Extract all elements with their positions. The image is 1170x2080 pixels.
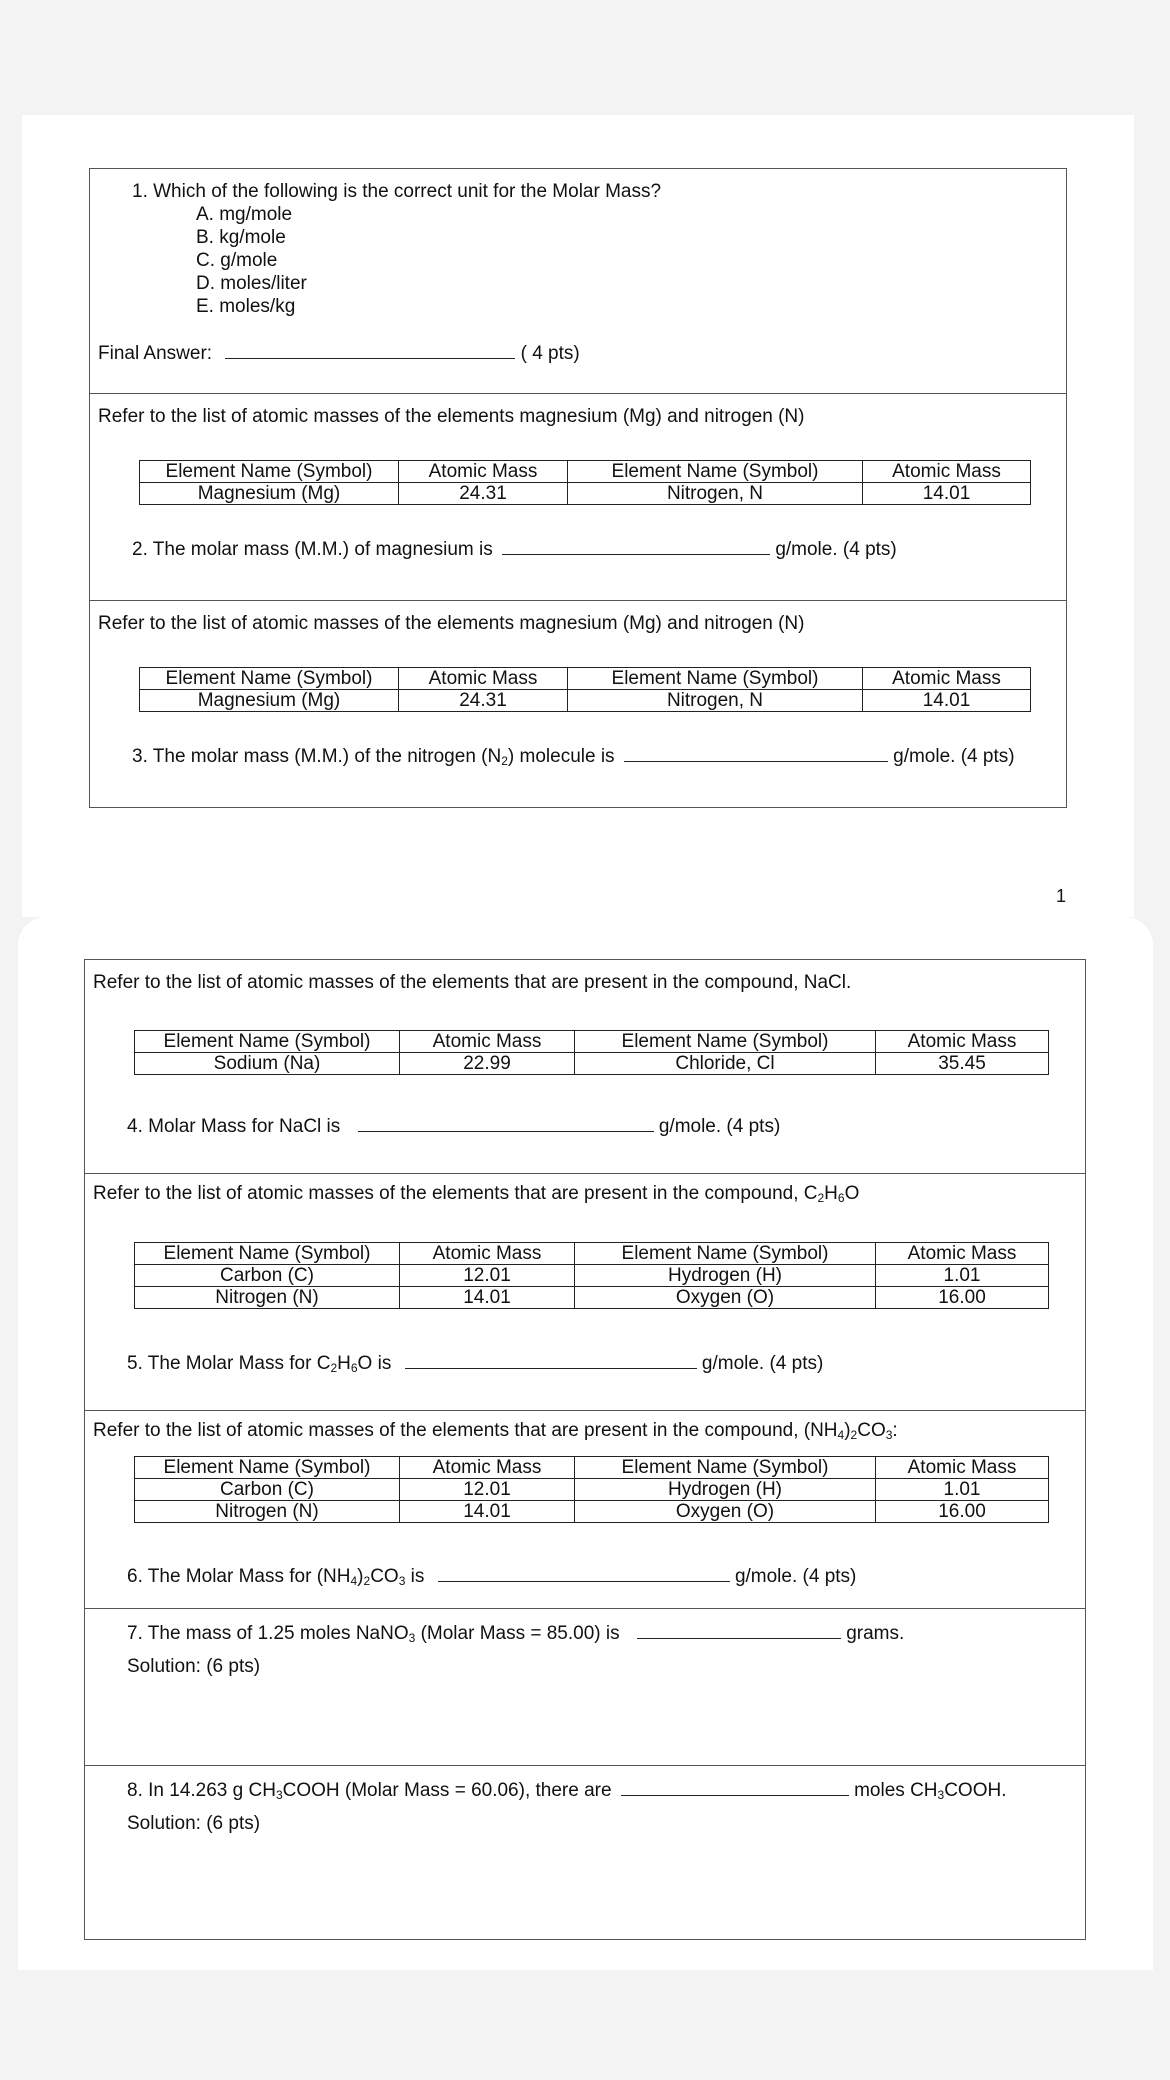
ammonium-prompt-text: Refer to the list of atomic masses of the elements that are present in the compound, (NH: [93, 1420, 838, 1441]
formula-sub: 2: [330, 1361, 338, 1375]
table-cell: 14.01: [863, 483, 1031, 505]
table-header-row: [135, 1457, 1049, 1479]
header-cell: Atomic Mass: [399, 668, 568, 690]
question-5-text: 5. The Molar Mass for C: [127, 1353, 331, 1374]
table-row: [135, 1501, 1049, 1523]
table-cell: Oxygen (O): [575, 1287, 876, 1309]
header-cell: Atomic Mass: [876, 1243, 1049, 1265]
question-2-line: [132, 538, 897, 561]
nacl-prompt: Refer to the list of atomic masses of the elements that are present in the compound, NaCl.: [93, 972, 852, 993]
question-6-blank[interactable]: [438, 1565, 730, 1582]
formula-sub: 3: [885, 1428, 893, 1442]
table-cell: 1.01: [876, 1265, 1049, 1287]
ammonium-prompt: [93, 1420, 898, 1442]
question-8-suffix-end: COOH.: [944, 1780, 1007, 1801]
formula-part: ): [357, 1566, 364, 1587]
table-cell: 14.01: [400, 1501, 575, 1523]
question-2-blank[interactable]: [502, 538, 770, 555]
header-cell: Atomic Mass: [863, 461, 1031, 483]
question-6-section: [85, 1410, 1085, 1608]
question-6-text: 6. The Molar Mass for (NH: [127, 1566, 351, 1587]
option-e: E. moles/kg: [196, 296, 296, 317]
option-b: B. kg/mole: [196, 227, 286, 248]
question-8-solution-label: Solution: (6 pts): [127, 1813, 261, 1834]
question-7-text-after: (Molar Mass = 85.00) is: [415, 1623, 620, 1644]
question-3-suffix: g/mole. (4 pts): [893, 746, 1015, 767]
formula-part: H: [337, 1353, 351, 1374]
final-answer-line: [98, 342, 580, 365]
formula-sub: 3: [937, 1788, 945, 1802]
question-8-suffix: moles CH: [854, 1780, 938, 1801]
header-cell: Element Name (Symbol): [135, 1243, 400, 1265]
table-cell: 24.31: [399, 483, 568, 505]
table-cell: Chloride, Cl: [575, 1053, 876, 1075]
table-cell: Magnesium (Mg): [140, 483, 399, 505]
table-header-row: [140, 668, 1031, 690]
final-answer-points: ( 4 pts): [520, 343, 580, 364]
question-2-section: [90, 393, 1066, 600]
table-row: [140, 690, 1031, 712]
formula-part: CO: [370, 1566, 399, 1587]
header-cell: Atomic Mass: [400, 1243, 575, 1265]
mg-n-prompt: Refer to the list of atomic masses of the elements magnesium (Mg) and nitrogen (N): [98, 406, 805, 427]
mg-n-prompt-repeat: Refer to the list of atomic masses of the elements magnesium (Mg) and nitrogen (N): [98, 613, 805, 634]
table-row: [135, 1479, 1049, 1501]
question-6-suffix: g/mole. (4 pts): [734, 1566, 857, 1587]
question-4-suffix: g/mole. (4 pts): [658, 1116, 781, 1137]
header-cell: Element Name (Symbol): [140, 461, 399, 483]
table-row: [140, 483, 1031, 505]
question-1-section: [90, 169, 1066, 393]
question-6-line: [127, 1565, 856, 1588]
table-cell: 1.01: [876, 1479, 1049, 1501]
table-cell: Magnesium (Mg): [140, 690, 399, 712]
formula-part: O: [844, 1183, 860, 1204]
question-3-sub: 2: [501, 754, 508, 768]
header-cell: Atomic Mass: [400, 1457, 575, 1479]
question-8-text-mid: COOH (Molar Mass = 60.06), there are: [282, 1780, 612, 1801]
ammonium-mass-table: [134, 1456, 1049, 1523]
formula-sub: 3: [398, 1574, 406, 1588]
header-cell: Element Name (Symbol): [575, 1457, 876, 1479]
question-1-text: 1. Which of the following is the correct unit for the Molar Mass?: [132, 181, 662, 202]
table-row: [135, 1287, 1049, 1309]
ethanol-prompt-text: Refer to the list of atomic masses of the elements that are present in the compound, C: [93, 1183, 818, 1204]
final-answer-label: Final Answer:: [98, 343, 213, 364]
formula-sub: 4: [837, 1428, 845, 1442]
table-cell: 12.01: [400, 1265, 575, 1287]
table-cell: 16.00: [876, 1287, 1049, 1309]
question-3-text-before: 3. The molar mass (M.M.) of the nitrogen (N: [132, 746, 502, 767]
question-8-blank[interactable]: [621, 1779, 849, 1796]
table-cell: Carbon (C): [135, 1265, 400, 1287]
header-cell: Atomic Mass: [399, 461, 568, 483]
question-7-solution-label: Solution: (6 pts): [127, 1656, 261, 1677]
question-8-line: [127, 1779, 1006, 1802]
question-5-suffix: g/mole. (4 pts): [701, 1353, 824, 1374]
header-cell: Atomic Mass: [400, 1031, 575, 1053]
question-7-line: [127, 1622, 904, 1645]
ethanol-prompt: [93, 1183, 859, 1205]
table-cell: Sodium (Na): [135, 1053, 400, 1075]
header-cell: Atomic Mass: [863, 668, 1031, 690]
worksheet-page-2: [18, 917, 1153, 1970]
header-cell: Element Name (Symbol): [135, 1457, 400, 1479]
header-cell: Element Name (Symbol): [568, 461, 863, 483]
final-answer-blank[interactable]: [225, 342, 515, 359]
formula-sub: 2: [850, 1428, 858, 1442]
table-cell: 14.01: [400, 1287, 575, 1309]
formula-part: O is: [357, 1353, 392, 1374]
table-header-row: [135, 1243, 1049, 1265]
formula-sub: 2: [363, 1574, 371, 1588]
header-cell: Atomic Mass: [876, 1031, 1049, 1053]
option-c: C. g/mole: [196, 250, 278, 271]
question-7-blank[interactable]: [637, 1622, 841, 1639]
header-cell: Element Name (Symbol): [575, 1243, 876, 1265]
formula-sub: 2: [817, 1191, 825, 1205]
header-cell: Element Name (Symbol): [568, 668, 863, 690]
questions-box-2: [84, 959, 1086, 1940]
table-cell: 16.00: [876, 1501, 1049, 1523]
question-4-section: [85, 960, 1085, 1173]
table-cell: Nitrogen (N): [135, 1287, 400, 1309]
option-a: A. mg/mole: [196, 204, 293, 225]
table-cell: Nitrogen (N): [135, 1501, 400, 1523]
question-4-blank[interactable]: [358, 1115, 654, 1132]
table-cell: 22.99: [400, 1053, 575, 1075]
header-cell: Element Name (Symbol): [140, 668, 399, 690]
table-row: [135, 1053, 1049, 1075]
worksheet-page-1: [22, 115, 1134, 917]
question-8-section: [85, 1765, 1085, 1938]
mg-n-mass-table-repeat: [139, 667, 1031, 712]
table-header-row: [140, 461, 1031, 483]
question-4-line: [127, 1115, 780, 1138]
questions-box-1: [89, 168, 1067, 808]
formula-part: is: [405, 1566, 425, 1587]
question-8-text-before: 8. In 14.263 g CH: [127, 1780, 276, 1801]
question-5-section: [85, 1173, 1085, 1410]
formula-part: H: [824, 1183, 838, 1204]
table-header-row: [135, 1031, 1049, 1053]
table-cell: Carbon (C): [135, 1479, 400, 1501]
question-3-section: [90, 600, 1066, 807]
question-3-line: [132, 745, 1015, 768]
table-cell: Oxygen (O): [575, 1501, 876, 1523]
formula-sub: 3: [408, 1631, 416, 1645]
question-5-line: [127, 1352, 823, 1375]
header-cell: Element Name (Symbol): [575, 1031, 876, 1053]
table-row: [135, 1265, 1049, 1287]
formula-sub: 6: [350, 1361, 358, 1375]
question-7-section: [85, 1608, 1085, 1765]
table-cell: Nitrogen, N: [568, 690, 863, 712]
question-4-text: 4. Molar Mass for NaCl is: [127, 1116, 341, 1137]
table-cell: 35.45: [876, 1053, 1049, 1075]
question-3-text-after: ) molecule is: [507, 746, 615, 767]
option-d: D. moles/liter: [196, 273, 307, 294]
question-7-suffix: grams.: [846, 1623, 905, 1644]
ethanol-mass-table: [134, 1242, 1049, 1309]
table-cell: Hydrogen (H): [575, 1479, 876, 1501]
formula-part: CO: [857, 1420, 886, 1441]
page-number: 1: [1056, 886, 1067, 906]
formula-sub: 4: [350, 1574, 358, 1588]
table-cell: 24.31: [399, 690, 568, 712]
table-cell: 12.01: [400, 1479, 575, 1501]
header-cell: Element Name (Symbol): [135, 1031, 400, 1053]
formula-sub: 3: [275, 1788, 283, 1802]
header-cell: Atomic Mass: [876, 1457, 1049, 1479]
nacl-mass-table: [134, 1030, 1049, 1075]
mg-n-mass-table: [139, 460, 1031, 505]
question-2-text: 2. The molar mass (M.M.) of magnesium is: [132, 539, 493, 560]
formula-sub: 6: [837, 1191, 845, 1205]
formula-part: :: [892, 1420, 898, 1441]
table-cell: 14.01: [863, 690, 1031, 712]
table-cell: Nitrogen, N: [568, 483, 863, 505]
question-2-suffix: g/mole. (4 pts): [775, 539, 897, 560]
table-cell: Hydrogen (H): [575, 1265, 876, 1287]
question-7-text-before: 7. The mass of 1.25 moles NaNO: [127, 1623, 409, 1644]
question-3-blank[interactable]: [624, 745, 888, 762]
formula-part: ): [844, 1420, 851, 1441]
question-5-blank[interactable]: [405, 1352, 697, 1369]
